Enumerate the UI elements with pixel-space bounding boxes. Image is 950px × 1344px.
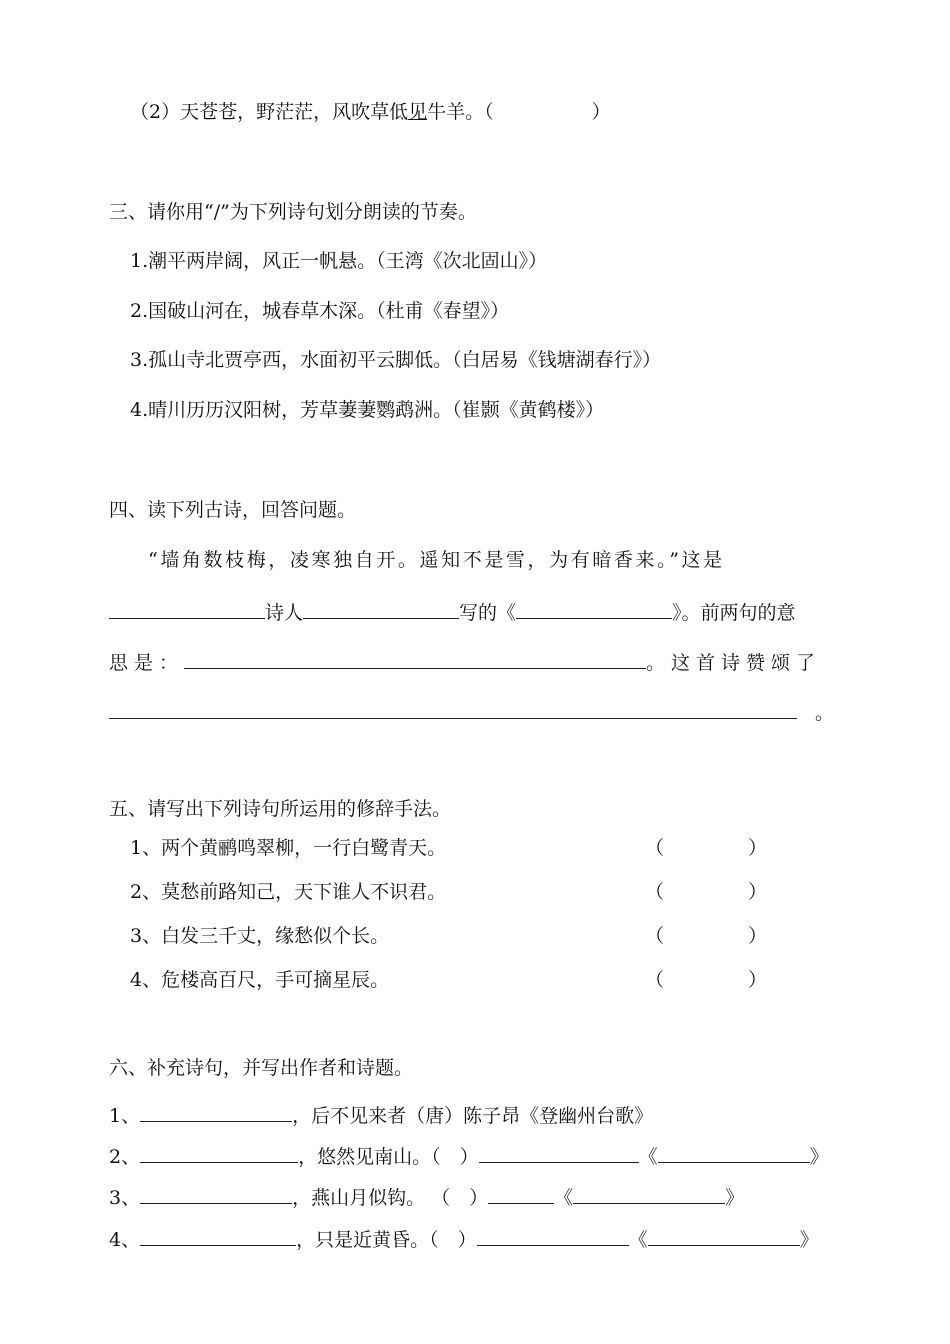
section3-item-1: 1.潮平两岸阔，风正一帆悬。（王湾《次北固山》） (130, 250, 548, 272)
section6-blank-3[interactable] (140, 1183, 292, 1204)
section6-item-3: 3、 ，燕山月似钩。 （ ） 《 》 (109, 1183, 744, 1210)
section4-line3-a: 思是： (109, 652, 185, 674)
q2-2-line (130, 100, 611, 124)
section5-answer-1[interactable]: （ ） (645, 837, 768, 859)
q2-2-text-b: 牛羊。（ (427, 101, 494, 123)
q2-2-text-a: （2）天苍苍，野茫茫，风吹草低 (130, 101, 409, 123)
section6-item-2: 2、 ，悠然见南山。（ ） 《 》 (109, 1142, 829, 1169)
section6-title-2[interactable] (658, 1142, 810, 1163)
section6-blank-2[interactable] (140, 1142, 298, 1163)
section6-author-3[interactable] (488, 1183, 554, 1204)
section3-item-2: 2.国破山河在，城春草木深。（杜甫《春望》） (130, 300, 510, 322)
section4-line4 (109, 698, 834, 725)
section5-answer-4[interactable]: （ ） (645, 969, 768, 991)
section5-item-2: 2、莫愁前路知己，天下谁人不识君。 (130, 881, 447, 903)
section6-title: 六、补充诗句，并写出作者和诗题。 (109, 1057, 414, 1079)
section4-blank-dynasty[interactable] (109, 598, 265, 619)
section4-blank-praise[interactable] (109, 698, 797, 719)
section5-item-1: 1、两个黄鹂鸣翠柳，一行白鹭青天。 (130, 837, 447, 859)
section4-line4-end: 。 (815, 702, 835, 724)
section4-blank-title[interactable] (516, 598, 672, 619)
section6-item-4: 4、 ，只是近黄昏。（ ） 《 》 (109, 1225, 819, 1252)
section4-line3-b: 。这首诗赞颂了 (646, 652, 822, 674)
section4-title: 四、读下列古诗，回答问题。 (109, 499, 357, 521)
section5-title: 五、请写出下列诗句所运用的修辞手法。 (109, 798, 452, 820)
section4-line3 (109, 648, 821, 675)
section6-blank-1[interactable] (140, 1101, 292, 1122)
section6-author-2[interactable] (479, 1142, 639, 1163)
section5-answer-2[interactable]: （ ） (645, 881, 768, 903)
section6-blank-4[interactable] (140, 1225, 296, 1246)
section4-blank-poet[interactable] (303, 598, 459, 619)
section3-title: 三、请你用“/”为下列诗句划分朗读的节奏。 (109, 201, 477, 223)
section3-item-3: 3.孤山寺北贾亭西，水面初平云脚低。（白居易《钱塘湖春行》） (130, 349, 662, 371)
section6-title-3[interactable] (573, 1183, 725, 1204)
section3-item-4: 4.晴川历历汉阳树，芳草萋萋鹦鹉洲。（崔颢《黄鹤楼》） (130, 399, 605, 421)
section5-item-3: 3、白发三千丈，缘愁似个长。 (130, 925, 390, 947)
section4-blank-meaning[interactable] (184, 648, 646, 669)
section5-answer-3[interactable]: （ ） (645, 925, 768, 947)
q2-2-underlined-char: 见 (408, 101, 428, 123)
section4-line2 (109, 598, 796, 625)
section4-line2-b: 写的《 (459, 602, 517, 624)
section4-poem-line: “墙角数枝梅，凌寒独自开。遥知不是雪，为有暗香来。”这是 (148, 549, 725, 571)
q2-2-close: ） (591, 101, 611, 123)
section4-line2-a: 诗人 (265, 602, 304, 624)
section6-title-4[interactable] (648, 1225, 800, 1246)
section6-author-4[interactable] (477, 1225, 629, 1246)
section5-item-4: 4、危楼高百尺，手可摘星辰。 (130, 969, 390, 991)
section6-item-1: 1、 ，后不见来者（唐）陈子昂《登幽州台歌》 (109, 1101, 653, 1128)
section4-line2-c: 》。前两句的意 (672, 602, 796, 624)
